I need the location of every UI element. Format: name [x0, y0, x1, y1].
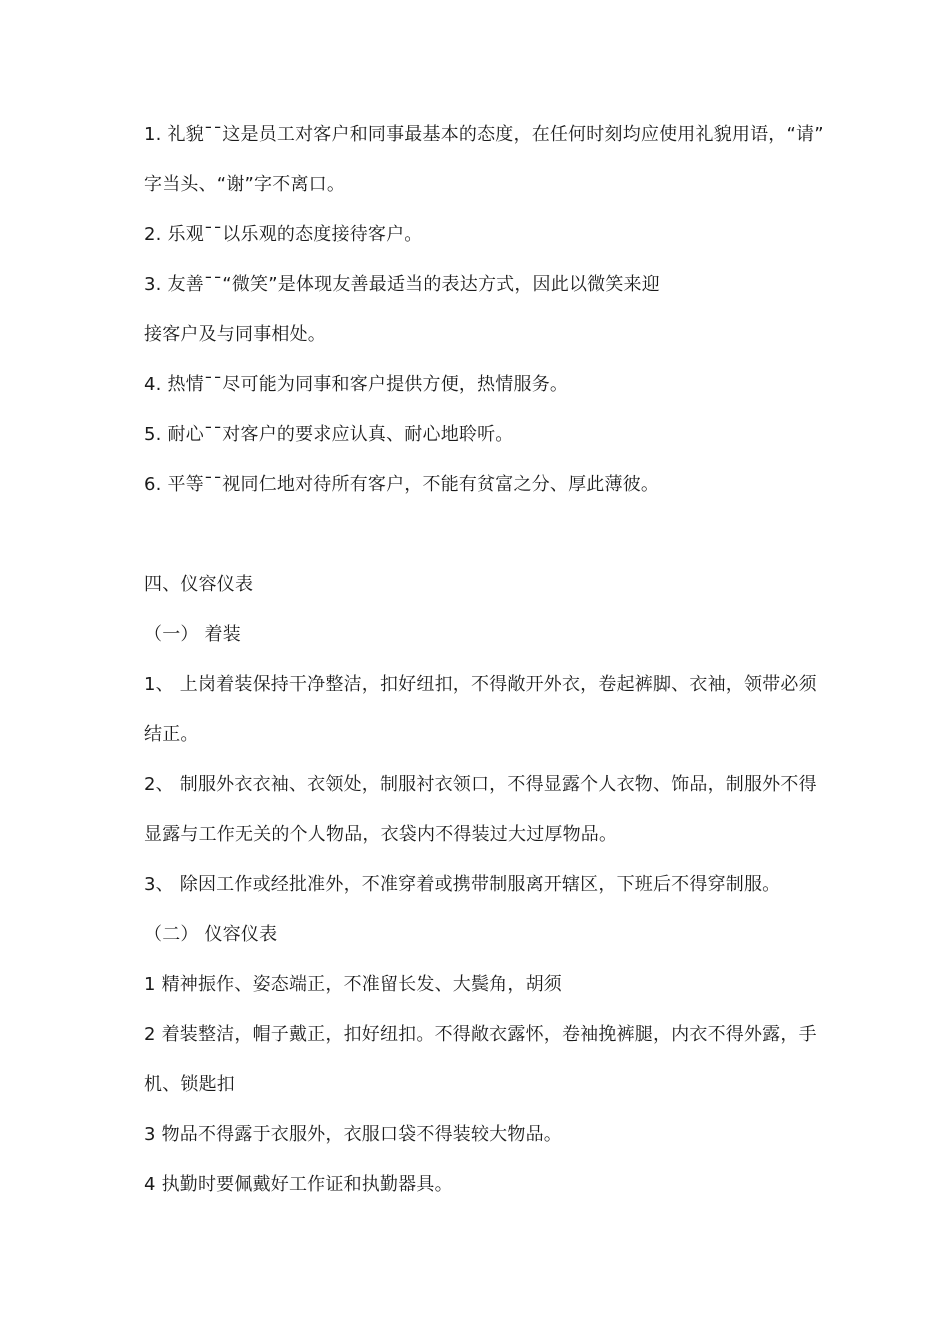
- attitude-item-3-line-1: 3. 友善¯¯“微笑”是体现友善最适当的表达方式，因此以微笑来迎: [144, 274, 660, 295]
- attitude-item-5: 5. 耐心¯¯对客户的要求应认真、耐心地聆听。: [144, 424, 514, 445]
- grooming-item-2-line-1: 2 着装整洁，帽子戴正，扣好纽扣。不得敞衣露怀，卷袖挽裤腿，内衣不得外露，手: [144, 1024, 817, 1045]
- grooming-item-1: 1 精神振作、姿态端正，不准留长发、大鬓角，胡须: [144, 974, 562, 995]
- dress-item-1-line-2: 结正。: [144, 724, 199, 745]
- grooming-item-4: 4 执勤时要佩戴好工作证和执勤器具。: [144, 1174, 453, 1195]
- grooming-item-3: 3 物品不得露于衣服外，衣服口袋不得装较大物品。: [144, 1124, 562, 1145]
- attitude-item-1-line-2: 字当头、“谢”字不离口。: [144, 174, 346, 195]
- dress-item-2-line-2: 显露与工作无关的个人物品，衣袋内不得装过大过厚物品。: [144, 824, 618, 845]
- subsection-heading-grooming: （二） 仪容仪表: [144, 924, 278, 945]
- attitude-item-2: 2. 乐观¯¯以乐观的态度接待客户。: [144, 224, 423, 245]
- attitude-item-6: 6. 平等¯¯视同仁地对待所有客户，不能有贫富之分、厚此薄彼。: [144, 474, 660, 495]
- subsection-heading-dress: （一） 着装: [144, 624, 241, 645]
- dress-item-1-line-1: 1、 上岗着装保持干净整洁，扣好纽扣，不得敞开外衣，卷起裤脚、衣袖，领带必须: [144, 674, 817, 695]
- grooming-item-2-line-2: 机、锁匙扣: [144, 1074, 235, 1095]
- attitude-item-1-line-1: 1. 礼貌¯¯这是员工对客户和同事最基本的态度，在任何时刻均应使用礼貌用语，“请”: [144, 124, 824, 145]
- attitude-item-3-line-2: 接客户及与同事相处。: [144, 324, 326, 345]
- section-heading-appearance: 四、仪容仪表: [144, 574, 254, 595]
- dress-item-3: 3、 除因工作或经批准外，不准穿着或携带制服离开辖区，下班后不得穿制服。: [144, 874, 781, 895]
- attitude-item-4: 4. 热情¯¯尽可能为同事和客户提供方便，热情服务。: [144, 374, 569, 395]
- dress-item-2-line-1: 2、 制服外衣衣袖、衣领处，制服衬衣领口，不得显露个人衣物、饰品，制服外不得: [144, 774, 817, 795]
